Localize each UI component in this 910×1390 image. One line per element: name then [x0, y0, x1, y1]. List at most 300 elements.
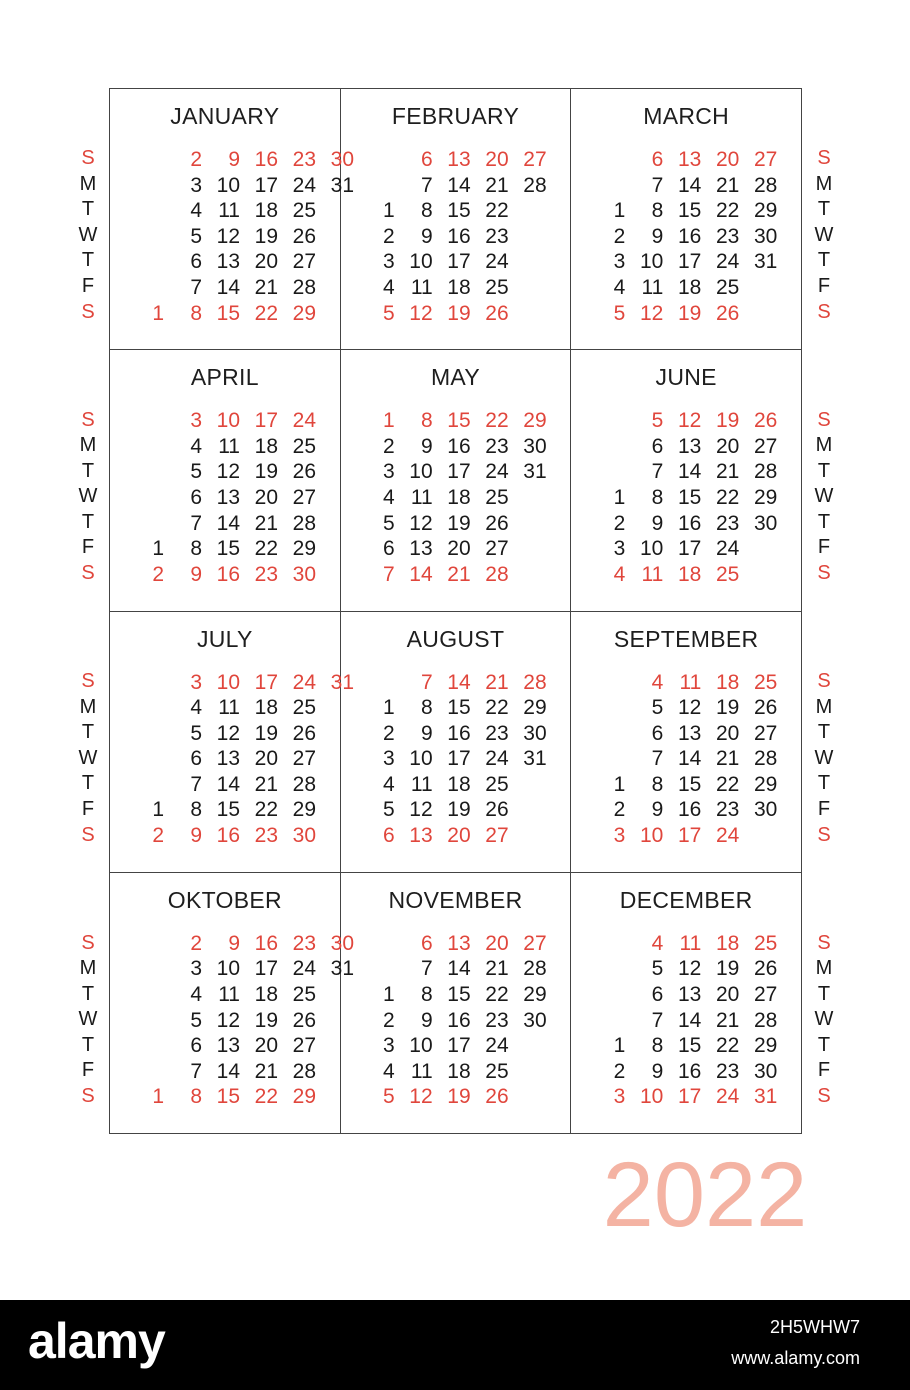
weekday-label-column-right — [814, 931, 834, 1110]
weekday-label: T — [817, 510, 831, 533]
day-cell: 5 — [190, 460, 202, 484]
day-cell: 11 — [641, 562, 664, 586]
day-cell: 28 — [485, 562, 509, 586]
week-column — [587, 931, 625, 1110]
day-cell: 28 — [292, 1059, 316, 1083]
weekday-label: F — [81, 1059, 95, 1082]
day-cell: 23 — [715, 798, 740, 822]
day-cell: 17 — [254, 173, 278, 197]
day-cell: 12 — [639, 301, 664, 325]
day-cell: 10 — [409, 460, 433, 484]
day-cell: 11 — [218, 199, 240, 223]
week-column — [663, 670, 701, 849]
day-cell: 29 — [292, 1085, 316, 1109]
day-cell: 25 — [485, 1059, 509, 1083]
day-cell: 22 — [485, 982, 509, 1006]
day-cell: 18 — [254, 434, 278, 458]
day-cell: 8 — [420, 409, 433, 433]
week-column — [395, 147, 433, 326]
day-cell: 10 — [409, 250, 433, 274]
day-cell: 26 — [292, 224, 316, 248]
day-cell — [126, 224, 164, 250]
day-cell: 10 — [216, 173, 240, 197]
day-cell — [126, 408, 164, 434]
day-cell: 31 — [330, 173, 354, 197]
week-column — [663, 408, 701, 587]
day-cell: 16 — [677, 798, 702, 822]
weekday-label: M — [815, 957, 833, 980]
day-cell: 18 — [254, 696, 278, 720]
day-cell — [357, 173, 395, 199]
day-cell: 14 — [447, 957, 471, 981]
day-cell: 6 — [420, 931, 433, 955]
weekday-label: W — [814, 485, 834, 508]
day-cell: 18 — [677, 562, 702, 586]
day-cell: 4 — [190, 434, 202, 458]
day-cell — [509, 1059, 547, 1085]
day-cell: 15 — [447, 696, 471, 720]
day-cell: 16 — [447, 434, 471, 458]
day-cell: 15 — [216, 798, 240, 822]
day-cell — [126, 198, 164, 224]
week-column — [395, 931, 433, 1110]
weekday-label: T — [817, 1033, 831, 1056]
day-cell: 22 — [254, 537, 278, 561]
day-cell — [587, 721, 625, 747]
day-cell — [587, 670, 625, 696]
month-name: FEBRUARY — [391, 103, 520, 129]
day-cell — [126, 746, 164, 772]
day-cell — [126, 695, 164, 721]
day-cell: 10 — [216, 670, 240, 694]
day-cell: 13 — [677, 721, 702, 745]
day-cell: 19 — [254, 460, 278, 484]
weekday-label: F — [817, 274, 831, 297]
month-may — [341, 350, 572, 611]
day-cell: 2 — [613, 798, 626, 822]
day-cell: 16 — [677, 224, 702, 248]
weekday-label: M — [79, 434, 97, 457]
day-cell: 11 — [410, 275, 433, 299]
day-cell: 22 — [485, 696, 509, 720]
weekday-label: W — [814, 223, 834, 246]
day-cell: 28 — [292, 772, 316, 796]
day-cell: 6 — [190, 747, 202, 771]
day-cell: 1 — [382, 409, 395, 433]
day-cell: 21 — [254, 772, 278, 796]
day-cell: 5 — [651, 696, 664, 720]
weekday-label: F — [817, 1059, 831, 1082]
day-cell: 7 — [190, 511, 202, 535]
day-cell: 24 — [715, 537, 740, 561]
weekday-label: M — [815, 695, 833, 718]
day-cell: 3 — [613, 537, 626, 561]
day-cell — [357, 931, 395, 957]
day-cell — [126, 982, 164, 1008]
weekday-label: S — [81, 562, 95, 585]
day-cell: 25 — [485, 772, 509, 796]
day-cell: 10 — [639, 250, 664, 274]
day-cell: 23 — [485, 1008, 509, 1032]
day-cell: 4 — [382, 1059, 395, 1083]
month-name: OKTOBER — [167, 886, 282, 913]
month-august — [341, 612, 572, 873]
week-column — [240, 408, 278, 587]
day-cell: 6 — [651, 434, 664, 458]
day-cell: 18 — [447, 1059, 471, 1083]
day-cell: 15 — [447, 199, 471, 223]
day-cell: 30 — [523, 721, 547, 745]
week-column — [625, 147, 663, 326]
weekday-label: S — [81, 670, 95, 692]
weekday-label: T — [81, 1033, 95, 1056]
day-cell: 30 — [523, 1008, 547, 1032]
day-cell: 15 — [677, 199, 702, 223]
week-column — [625, 670, 663, 849]
day-cell: 20 — [254, 250, 278, 274]
day-cell — [509, 823, 547, 849]
day-cell: 10 — [409, 1034, 433, 1058]
week-column — [433, 670, 471, 849]
day-cell: 7 — [420, 957, 433, 981]
day-cell: 18 — [715, 931, 740, 955]
day-cell: 9 — [190, 824, 202, 848]
day-cell: 5 — [382, 1085, 395, 1109]
day-cell: 17 — [677, 824, 702, 848]
week-column — [625, 931, 663, 1110]
day-cell: 27 — [485, 824, 509, 848]
day-cell: 1 — [382, 199, 395, 223]
week-column — [701, 408, 739, 587]
day-cell: 26 — [485, 301, 509, 325]
week-column — [126, 147, 164, 326]
day-cell: 11 — [218, 434, 240, 458]
day-cell: 12 — [216, 1008, 240, 1032]
day-cell: 23 — [715, 511, 740, 535]
day-cell: 26 — [753, 957, 778, 981]
day-cell: 17 — [254, 409, 278, 433]
weekday-label: S — [817, 931, 831, 954]
day-cell: 16 — [677, 1059, 702, 1083]
day-cell: 22 — [254, 1085, 278, 1109]
day-cell: 4 — [651, 931, 664, 955]
day-cell: 19 — [447, 301, 471, 325]
day-cell: 24 — [715, 824, 740, 848]
week-column — [471, 931, 509, 1110]
day-cell: 15 — [216, 301, 240, 325]
weekday-label: T — [817, 982, 831, 1005]
month-november — [341, 873, 572, 1134]
day-cell: 17 — [447, 250, 471, 274]
day-cell: 29 — [753, 199, 778, 223]
day-cell: 23 — [715, 224, 740, 248]
week-column — [202, 147, 240, 326]
day-cell: 15 — [447, 982, 471, 1006]
day-cell: 16 — [254, 148, 278, 171]
day-cell: 9 — [228, 931, 240, 955]
day-cell: 8 — [190, 301, 202, 325]
day-cell: 7 — [190, 1059, 202, 1083]
day-cell: 22 — [254, 301, 278, 325]
day-cell: 6 — [382, 824, 395, 848]
month-april — [110, 350, 341, 611]
weekday-label: T — [81, 982, 95, 1005]
day-cell — [126, 275, 164, 301]
week-column — [739, 147, 777, 326]
day-cell: 31 — [753, 1085, 778, 1109]
day-cell: 23 — [715, 1059, 740, 1083]
day-cell: 8 — [651, 772, 664, 796]
day-cell: 13 — [216, 250, 240, 274]
day-cell: 24 — [485, 250, 509, 274]
day-cell: 9 — [651, 224, 664, 248]
day-cell: 3 — [382, 460, 395, 484]
month-july — [110, 612, 354, 873]
day-cell: 17 — [254, 957, 278, 981]
day-cell: 23 — [485, 434, 509, 458]
day-cell: 30 — [523, 434, 547, 458]
day-cell: 16 — [447, 224, 471, 248]
day-cell: 6 — [651, 148, 664, 171]
week-column — [509, 670, 547, 849]
week-column — [240, 931, 278, 1110]
day-cell: 2 — [382, 721, 395, 745]
day-cell: 3 — [190, 173, 202, 197]
week-column — [587, 408, 625, 587]
day-cell: 23 — [254, 824, 278, 848]
month-name: DECEMBER — [619, 886, 753, 913]
day-cell: 14 — [447, 670, 471, 694]
day-cell: 29 — [292, 301, 316, 325]
day-cell: 25 — [715, 275, 740, 299]
day-cell: 18 — [254, 199, 278, 223]
day-cell: 3 — [613, 250, 626, 274]
day-cell: 31 — [330, 670, 354, 694]
day-cell: 13 — [677, 982, 702, 1006]
day-cell: 3 — [382, 250, 395, 274]
day-cell: 8 — [651, 1034, 664, 1058]
day-cell: 21 — [485, 670, 509, 694]
day-cell: 5 — [190, 1008, 202, 1032]
day-cell: 7 — [190, 772, 202, 796]
day-cell: 15 — [677, 486, 702, 510]
day-cell — [357, 670, 395, 696]
alamy-logo: alamy — [28, 1313, 165, 1369]
day-cell: 2 — [152, 562, 164, 586]
day-cell: 22 — [485, 199, 509, 223]
day-cell: 2 — [190, 148, 202, 171]
day-cell: 26 — [485, 798, 509, 822]
day-cell: 9 — [420, 434, 433, 458]
day-cell: 19 — [447, 511, 471, 535]
day-cell: 21 — [715, 747, 740, 771]
day-cell: 12 — [216, 224, 240, 248]
day-cell: 21 — [254, 275, 278, 299]
day-cell: 29 — [523, 409, 547, 433]
image-id: 2H5WHW7 — [769, 1317, 860, 1337]
day-cell: 26 — [485, 1085, 509, 1109]
day-cell: 13 — [216, 1034, 240, 1058]
day-cell: 11 — [410, 1059, 433, 1083]
day-cell: 24 — [485, 1034, 509, 1058]
week-column — [202, 670, 240, 849]
day-cell: 23 — [485, 721, 509, 745]
weekday-label: T — [817, 198, 831, 221]
day-cell: 21 — [447, 562, 471, 586]
day-cell: 2 — [613, 1059, 626, 1083]
week-column — [739, 670, 777, 849]
week-column — [509, 408, 547, 587]
day-cell: 11 — [410, 772, 433, 796]
day-cell: 15 — [216, 537, 240, 561]
day-cell — [587, 408, 625, 434]
day-cell: 3 — [613, 824, 626, 848]
day-cell: 22 — [715, 486, 740, 510]
day-cell: 29 — [292, 798, 316, 822]
day-cell — [126, 670, 164, 696]
weekday-label: M — [79, 957, 97, 980]
day-cell: 20 — [715, 148, 740, 171]
day-cell: 20 — [485, 931, 509, 955]
day-cell — [739, 536, 777, 562]
weekday-label: S — [81, 931, 95, 954]
weekday-label: M — [815, 434, 833, 457]
week-column — [357, 670, 395, 849]
weekday-label: M — [79, 695, 97, 718]
day-cell: 27 — [292, 747, 316, 771]
weekday-label: S — [817, 147, 831, 169]
day-cell: 19 — [254, 721, 278, 745]
weekday-label: T — [81, 510, 95, 533]
day-cell: 25 — [485, 275, 509, 299]
day-cell: 17 — [447, 1034, 471, 1058]
day-cell — [587, 459, 625, 485]
week-column — [126, 408, 164, 587]
day-cell: 3 — [613, 1085, 626, 1109]
day-cell: 6 — [420, 148, 433, 171]
month-name: JULY — [196, 625, 253, 652]
day-cell: 14 — [409, 562, 433, 586]
day-cell: 19 — [447, 1085, 471, 1109]
day-cell — [126, 772, 164, 798]
week-column — [471, 408, 509, 587]
weekday-label: S — [817, 562, 831, 585]
day-cell: 11 — [679, 670, 702, 694]
day-cell: 4 — [613, 275, 626, 299]
week-column — [126, 670, 164, 849]
weekday-label: M — [79, 172, 97, 195]
day-cell: 12 — [677, 957, 702, 981]
weekday-label: S — [81, 300, 95, 323]
week-column — [395, 408, 433, 587]
weekday-label-column-left — [78, 408, 98, 587]
day-cell: 12 — [677, 696, 702, 720]
day-cell: 16 — [254, 931, 278, 955]
day-cell: 28 — [292, 511, 316, 535]
day-cell: 29 — [753, 1034, 778, 1058]
day-cell: 8 — [190, 798, 202, 822]
weekday-label: S — [817, 408, 831, 431]
weekday-label: T — [81, 772, 95, 795]
day-cell: 8 — [420, 982, 433, 1006]
day-cell — [587, 434, 625, 460]
weekday-label: T — [817, 249, 831, 272]
day-cell: 3 — [382, 1034, 395, 1058]
day-cell: 1 — [382, 982, 395, 1006]
weekday-label: F — [81, 536, 95, 559]
day-cell: 10 — [639, 537, 664, 561]
week-column — [357, 931, 395, 1110]
day-cell — [126, 1033, 164, 1059]
day-cell: 29 — [523, 696, 547, 720]
week-column — [471, 147, 509, 326]
day-cell: 5 — [190, 224, 202, 248]
calendar-grid — [109, 88, 802, 1134]
day-cell: 12 — [216, 721, 240, 745]
day-cell: 19 — [447, 798, 471, 822]
day-cell: 17 — [677, 1085, 702, 1109]
weekday-label: F — [817, 797, 831, 820]
day-cell: 1 — [152, 798, 164, 822]
day-cell: 26 — [485, 511, 509, 535]
day-cell: 19 — [677, 301, 702, 325]
day-cell: 20 — [715, 982, 740, 1006]
day-cell: 18 — [447, 772, 471, 796]
day-cell: 31 — [753, 250, 778, 274]
day-cell: 5 — [382, 301, 395, 325]
day-cell: 12 — [216, 460, 240, 484]
day-cell: 22 — [485, 409, 509, 433]
day-cell: 27 — [753, 434, 778, 458]
day-cell: 27 — [753, 982, 778, 1006]
day-cell: 27 — [292, 250, 316, 274]
day-cell: 8 — [190, 1085, 202, 1109]
day-cell: 14 — [677, 460, 702, 484]
day-cell: 13 — [677, 434, 702, 458]
day-cell: 5 — [613, 301, 626, 325]
day-cell: 23 — [292, 931, 316, 955]
day-cell: 29 — [753, 772, 778, 796]
day-cell: 29 — [753, 486, 778, 510]
day-cell: 9 — [420, 224, 433, 248]
day-cell: 9 — [228, 148, 240, 171]
day-cell: 22 — [715, 199, 740, 223]
day-cell — [509, 275, 547, 301]
day-cell: 6 — [190, 250, 202, 274]
day-cell: 7 — [420, 173, 433, 197]
day-cell: 11 — [679, 931, 702, 955]
day-cell — [509, 198, 547, 224]
weekday-label: T — [81, 459, 95, 482]
week-column — [663, 147, 701, 326]
day-cell: 9 — [651, 1059, 664, 1083]
weekday-label-column-right — [814, 408, 834, 587]
day-cell: 31 — [523, 747, 547, 771]
day-cell: 5 — [651, 957, 664, 981]
day-cell: 4 — [382, 772, 395, 796]
day-cell — [509, 1033, 547, 1059]
day-cell: 9 — [420, 721, 433, 745]
day-cell: 25 — [715, 562, 740, 586]
day-cell: 15 — [216, 1085, 240, 1109]
day-cell: 25 — [753, 670, 778, 694]
weekday-label: F — [81, 274, 95, 297]
day-cell: 17 — [677, 250, 702, 274]
day-cell — [587, 931, 625, 957]
day-cell — [587, 173, 625, 199]
weekday-label: W — [78, 1008, 98, 1031]
day-cell: 24 — [292, 173, 316, 197]
